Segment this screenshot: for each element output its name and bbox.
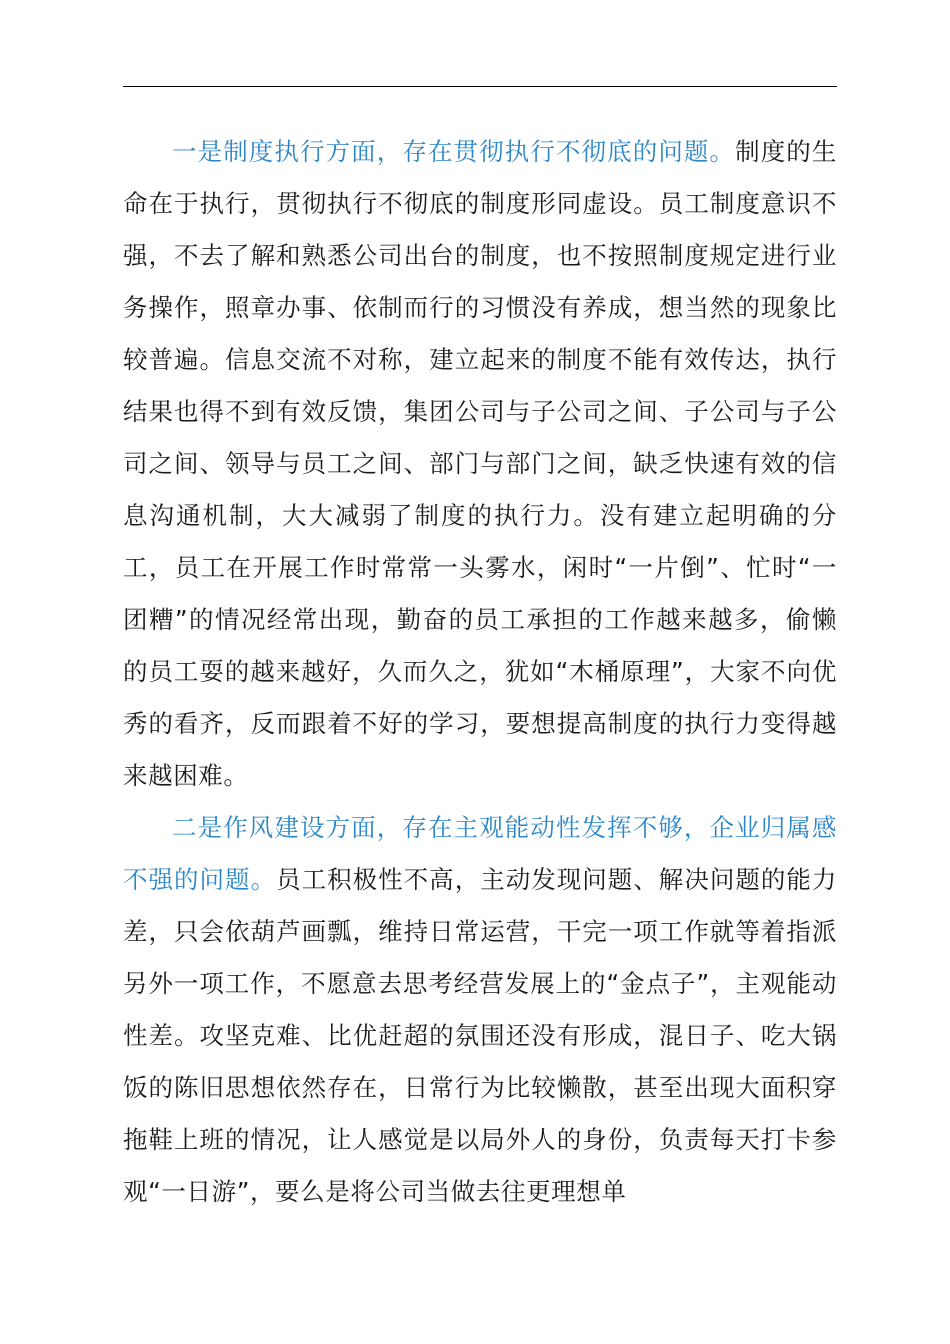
paragraph-institution-execution <box>123 126 837 802</box>
paragraph-text: 制度的生命在于执行，贯彻执行不彻底的制度形同虚设。员工制度意识不强，不去了解和熟悉公司出台的制度，也不按照制度规定进行业务操作，照章办事、依制而行的习惯没有养成，想当然的现象比较普遍。信息交流不对称，建立起来的制度不能有效传达，执行结果也得不到有效反馈，集团公司与子公司之间、子公司与子公司之间、领导与员工之间、部门与部门之间，缺乏快速有效的信息沟通机制，大大减弱了制度的执行力。没有建立起明确的分工，员工在开展工作时常常一头雾水，闲时“一片倒”、忙时“一团糟”的情况经常出现，勤奋的员工承担的工作越来越多，偷懒的员工耍的越来越好，久而久之，犹如“木桶原理”，大家不向优秀的看齐，反而跟着不好的学习，要想提高制度的执行力变得越来越困难。 <box>123 137 837 790</box>
document-body <box>123 126 837 1218</box>
header-rule <box>123 86 837 87</box>
paragraph-work-style <box>123 802 837 1218</box>
paragraph-text: 员工积极性不高，主动发现问题、解决问题的能力差，只会依葫芦画瓢，维持日常运营，干完一项工作就等着指派另外一项工作，不愿意去思考经营发展上的“金点子”，主观能动性差。攻坚克难、比优赶超的氛围还没有形成，混日子、吃大锅饭的陈旧思想依然存在，日常行为比较懒散，甚至出现大面积穿拖鞋上班的情况，让人感觉是以局外人的身份，负责每天打卡参观“一日游”，要么是将公司当做去往更理想单 <box>123 865 837 1206</box>
paragraph-heading: 一是制度执行方面，存在贯彻执行不彻底的问题。 <box>172 137 736 166</box>
paragraph-heading: 二是作风建设方面，存在主观能动性发挥不够，企业归属感不强的问题。 <box>123 813 837 894</box>
